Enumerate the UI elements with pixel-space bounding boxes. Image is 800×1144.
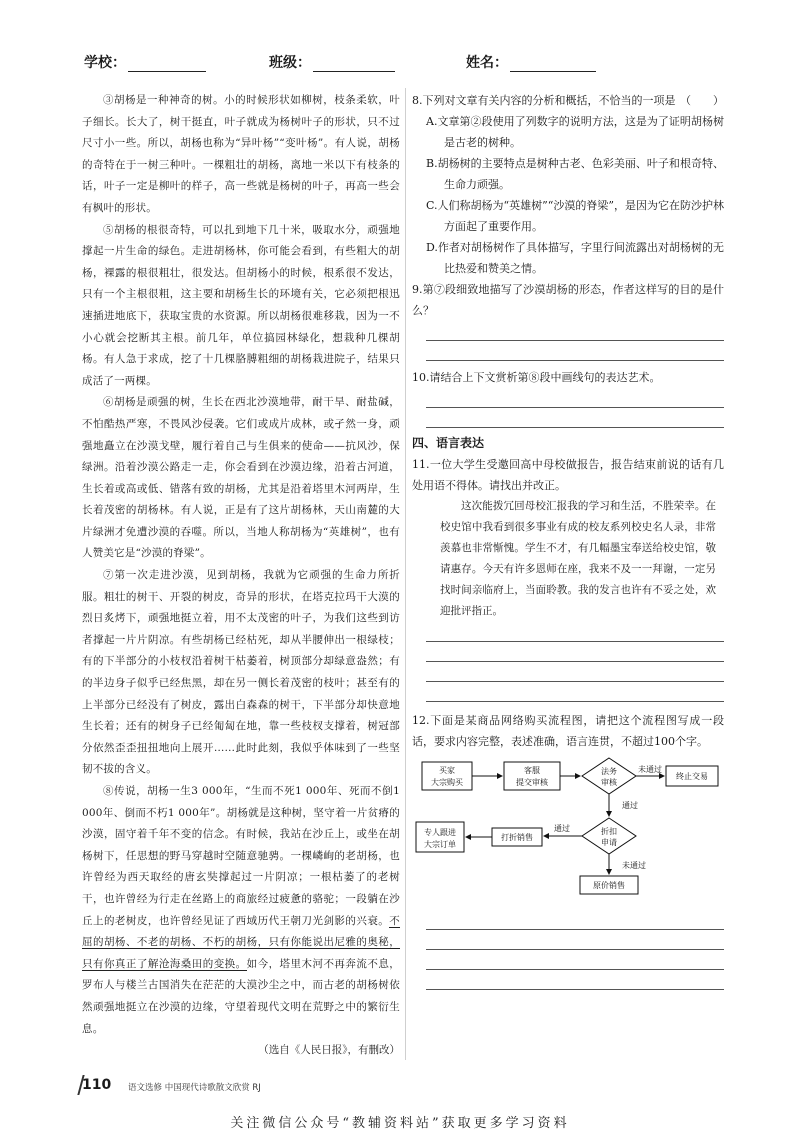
legal-label-2: 审核 xyxy=(601,778,617,787)
answer-line[interactable] xyxy=(426,970,724,990)
column-divider xyxy=(405,88,406,1060)
answer-paren[interactable]: （ ） xyxy=(680,94,724,107)
class-label: 班级： xyxy=(269,55,311,71)
discount-label-2: 申请 xyxy=(601,838,617,847)
question-8-text: 8.下列对文章有关内容的分析和概括，不恰当的一项是 xyxy=(412,94,676,107)
question-11: 11.一位大学生受邀回高中母校做报告，报告结束前说的话有几处用语不得体。请找出并改正。 xyxy=(412,458,724,492)
question-12: 12.下面是某商品网络购买流程图，请把这个流程图写成一段话，要求内容完整，表述准确，语言连贯，不超过100个字。 xyxy=(412,714,724,748)
service-label-1: 客服 xyxy=(524,766,540,775)
speech-quote: 这次能拨冗回母校汇报我的学习和生活，不胜荣幸。在校史馆中我看到很多事业有成的校友系列校史名人录，非常羡慕也非常惭愧。学生不才，有几幅墨宝奉送给校史馆，敬请惠存。今天有许多恩师在座，我来不及一一拜谢，一定另找时间亲临府上，当面聆教。我的发言也许有不妥之处，欢迎批评指正。 xyxy=(440,500,716,617)
page-number: 110 xyxy=(82,1077,112,1093)
option-a[interactable]: A.文章第②段使用了列数字的说明方法，这是为了证明胡杨树是古老的树种。 xyxy=(426,115,724,149)
header-fields xyxy=(84,52,724,74)
underlined-sentence: 不屈的胡杨、不老的胡杨、不朽的胡杨，只有你能说出尼雅的奥秘，只有你真正了解沧海桑田的变换。 xyxy=(82,914,400,970)
answer-line[interactable] xyxy=(426,321,724,341)
name-label: 姓名： xyxy=(466,55,508,71)
discount-sale-label: 打折销售 xyxy=(501,833,533,842)
questions-column xyxy=(412,90,724,1070)
source-citation: （选自《人民日报》，有删改） xyxy=(258,1044,400,1057)
purchase-flowchart xyxy=(412,756,724,908)
option-d[interactable]: D.作者对胡杨树作了具体描写，字里行间流露出对胡杨树的无比热爱和赞美之情。 xyxy=(426,241,724,275)
school-label: 学校： xyxy=(84,55,126,71)
paragraph-7: ⑦第一次走进沙漠，见到胡杨，我就为它顽强的生命力所折服。粗壮的树干、开裂的树皮，奇异的形状，在塔克拉玛干大漠的烈日炙烤下，顽强地挺立着，用不太茂密的叶子，为我们这些到访者撑起一片片阴凉。有些胡杨已经枯死，却从半腰伸出一根绿枝；有的下半部分的小枝杈沿着树干枯萎着，树顶部分却绿意盎然；有的半边身子似乎已经焦黑，却在另一侧长着茂密的枝叶；甚至有的上半部分已经没有了树皮，露出白森森的树干，下半部分却快意地生长着；还有的树身子已经匍匐在地，靠一些枝杈支撑着，树冠部分依然歪歪扭扭地向上展开……此时此刻，我似乎体味到了一些坚韧不拔的含义。 xyxy=(82,569,400,776)
follow-label-1: 专人跟进 xyxy=(424,828,456,837)
school-blank[interactable] xyxy=(128,57,206,72)
answer-line[interactable] xyxy=(426,950,724,970)
answer-line[interactable] xyxy=(426,910,724,930)
reading-passage xyxy=(82,90,400,1060)
service-label-2: 提交审核 xyxy=(516,778,548,787)
answer-line[interactable] xyxy=(426,341,724,361)
answer-line[interactable] xyxy=(426,388,724,408)
pass-label-2: 通过 xyxy=(554,824,570,833)
answer-line[interactable] xyxy=(426,930,724,950)
option-b[interactable]: B.胡杨树的主要特点是树种古老、色彩美丽、叶子和根奇特、生命力顽强。 xyxy=(426,157,724,191)
class-blank[interactable] xyxy=(313,57,395,72)
answer-line[interactable] xyxy=(426,642,724,662)
follow-label-2: 大宗订单 xyxy=(424,840,456,849)
question-10: 10.请结合上下文赏析第⑧段中画线句的表达艺术。 xyxy=(412,371,661,384)
discount-diamond xyxy=(582,818,636,854)
answer-line[interactable] xyxy=(426,682,724,702)
paragraph-8-part-a: ⑧传说，胡杨一生3 000年，“生而不死1 000年、死而不倒1 000年、倒而不朽1 000年”。胡杨就是这种树，坚守着一片贫瘠的沙漠，固守着千年不变的信念。有时候，我站在沙丘上，或坐在胡杨树下，任思想的野马穿越时空随意驰骋。一棵嶙峋的老胡杨，也许曾经为西天取经的唐玄奘撑起过一片阴凉；一根枯萎了的老树干，也许曾经为行走在丝路上的商旅经过疲惫的骆驼；一段躺在沙丘上的老树皮，也许曾经见证了西域历代王朝刀光剑影的兴衰。 xyxy=(82,785,400,927)
buyer-label-2: 大宗购买 xyxy=(431,778,463,787)
option-c[interactable]: C.人们称胡杨为“英雄树”“沙漠的脊梁”，是因为它在防沙护林方面起了重要作用。 xyxy=(426,199,724,233)
original-label: 原价销售 xyxy=(593,881,625,890)
answer-line[interactable] xyxy=(426,662,724,682)
not-pass-label-1: 未通过 xyxy=(638,765,662,774)
class-field[interactable] xyxy=(269,52,395,72)
answer-line[interactable] xyxy=(426,622,724,642)
section-heading: 四、语言表达 xyxy=(412,436,485,450)
school-field[interactable] xyxy=(84,52,206,72)
pass-label-1: 通过 xyxy=(622,801,638,810)
paragraph-6: ⑥胡杨是顽强的树，生长在西北沙漠地带，耐干旱、耐盐碱，不怕酷热严寒，不畏风沙侵袭。它们或成片成林，或孑然一身，顽强地矗立在沙漠戈壁，履行着自己与生俱来的使命——抗风沙，保绿洲。沿着沙漠公路走一走，你会看到在沙漠边缘，沿着古河道，生长着或高或低、错落有致的胡杨，尤其是沿着塔里木河两岸，生长着茂密的胡杨林。有人说，正是有了这片胡杨林，天山南麓的大片绿洲才免遭沙漠的吞噬。所以，当地人称胡杨为“英雄树”，也有人赞美它是“沙漠的脊梁”。 xyxy=(82,396,400,560)
paragraph-3: ③胡杨是一种神奇的树。小的时候形状如柳树，枝条柔软，叶子细长。长大了，树干挺直，叶子就成为杨树叶子的形状，只不过尺寸小一些。所以，胡杨也称为“异叶杨”“变叶杨”。有人说，胡杨的奇特在于一树三种叶。一棵粗壮的胡杨，离地一米以下有枝条的话，叶子一定是柳叶的样子，高一些就是杨树的叶子，再高一些会有枫叶的形状。 xyxy=(82,94,400,214)
name-blank[interactable] xyxy=(510,57,596,72)
book-subtitle: 语文选修 中国现代诗歌散文欣赏 RJ xyxy=(128,1083,261,1093)
legal-label-1: 法务 xyxy=(601,767,617,776)
buyer-label-1: 买家 xyxy=(439,766,455,775)
question-9: 9.第⑦段细致地描写了沙漠胡杨的形态，作者这样写的目的是什么？ xyxy=(412,283,724,317)
question-8 xyxy=(412,90,724,111)
paragraph-8 xyxy=(82,781,400,1040)
legal-diamond xyxy=(582,758,636,794)
name-field[interactable] xyxy=(466,52,596,72)
paragraph-5: ⑤胡杨的根很奇特，可以扎到地下几十米，吸取水分，顽强地撑起一片生命的绿色。走进胡杨林，你可能会看到，有些粗大的胡杨，裸露的根很粗壮，很发达。但胡杨小的时候，根系很不发达，只有一个主根很粗，这主要和胡杨生长的环境有关，它必须把根迅速插进地底下，获取宝贵的水资源。所以胡杨很难移栽，因为一不小心就会挖断其主根。前几年，单位搞园林绿化，想栽种几棵胡杨。有人急于求成，挖了十几棵胳膊粗细的胡杨栽进院子，结果只成活了一两棵。 xyxy=(82,223,400,387)
promo-line: 关注微信公众号“教辅资料站”获取更多学习资料 xyxy=(230,1116,570,1131)
paragraph-8-part-b: 如今，塔里木河不再奔流不息，罗布人与楼兰古国消失在茫茫的大漠沙尘之中，而古老的胡杨树依然顽强地挺立在沙漠的边缘，守望着现代文明在荒野之中的繁衍生息。 xyxy=(82,957,400,1035)
not-pass-label-2: 未通过 xyxy=(622,861,646,870)
answer-line[interactable] xyxy=(426,408,724,428)
end-trade-label: 终止交易 xyxy=(676,772,708,781)
discount-label-1: 折扣 xyxy=(601,827,617,836)
